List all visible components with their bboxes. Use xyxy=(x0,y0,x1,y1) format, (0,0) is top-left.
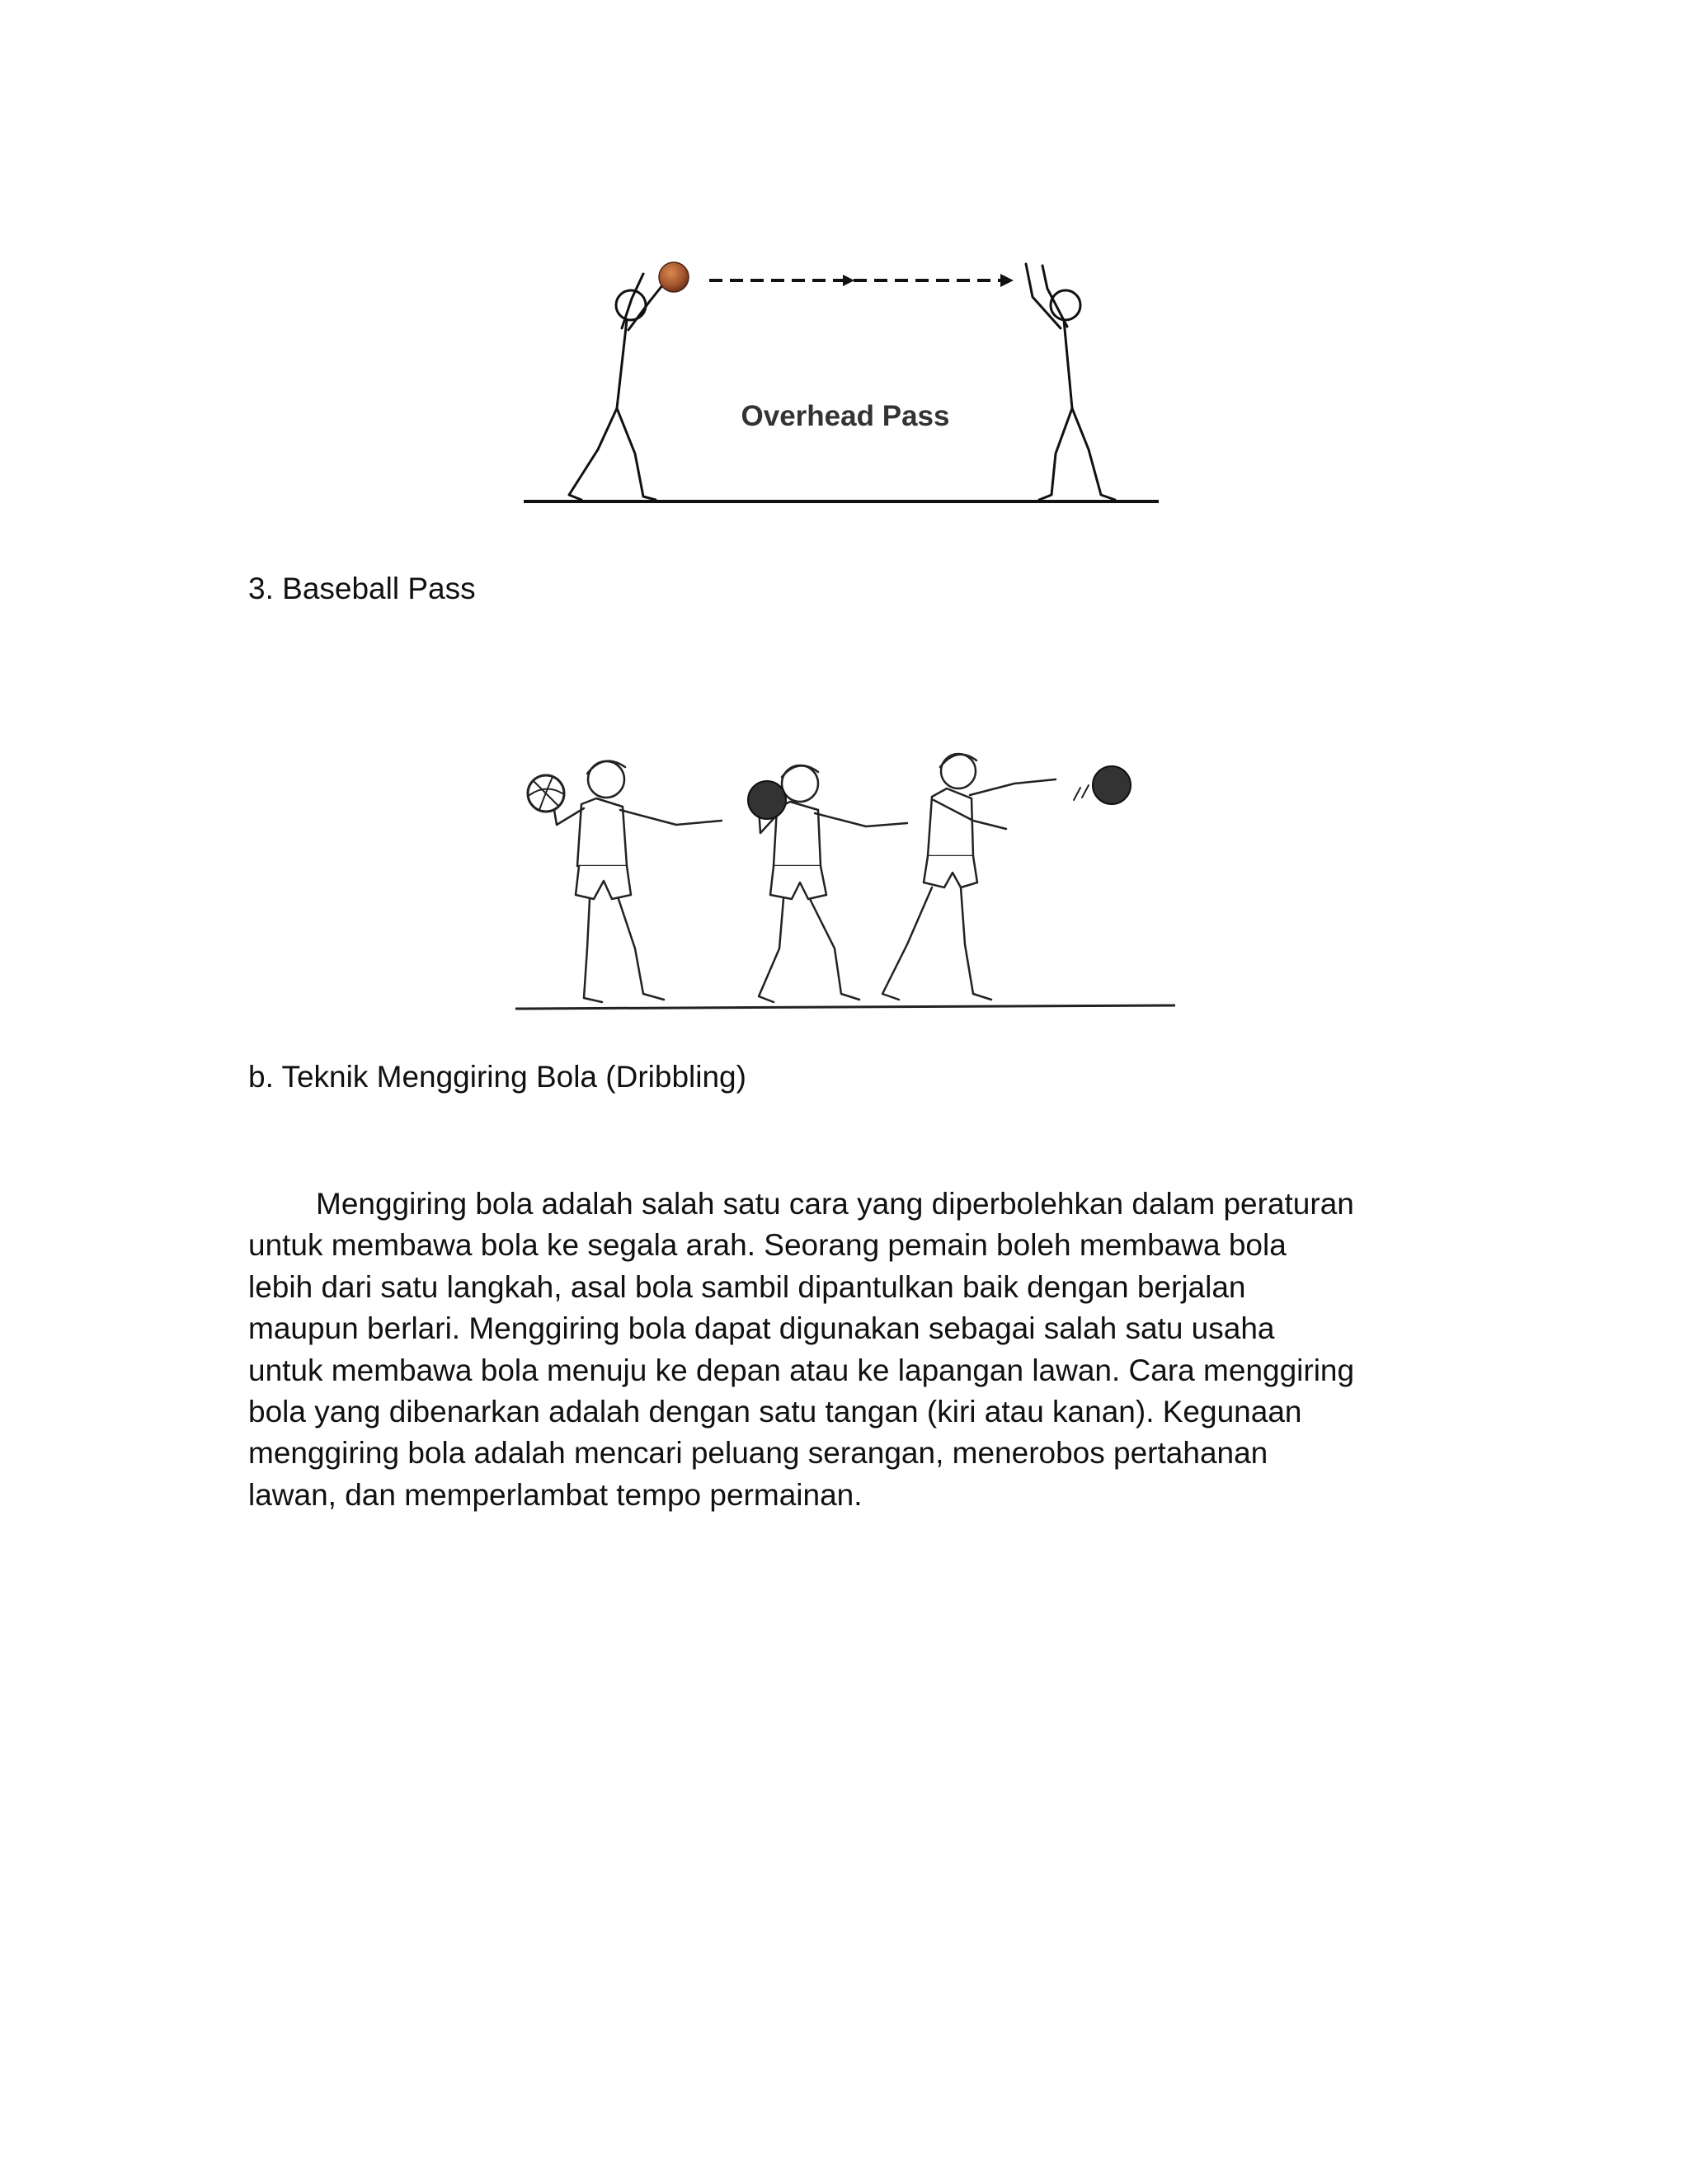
overhead-pass-label: Overhead Pass xyxy=(741,400,950,432)
section-heading-baseball-pass: 3. Baseball Pass xyxy=(248,572,476,605)
passer-figure xyxy=(569,274,666,500)
paragraph-line: lawan, dan memperlambat tempo permainan. xyxy=(248,1477,863,1512)
ball-icon xyxy=(659,262,689,292)
paragraph-line: maupun berlari. Menggiring bola dapat digunakan sebagai salah satu usaha xyxy=(248,1311,1275,1346)
receiver-figure xyxy=(1026,264,1115,500)
dribbling-paragraph xyxy=(248,1184,1452,1516)
paragraph-line: menggiring bola adalah mencari peluang serangan, menerobos pertahanan xyxy=(248,1436,1268,1471)
paragraph-line: lebih dari satu langkah, asal bola sambil dipantulkan baik dengan berjalan xyxy=(248,1269,1246,1304)
paragraph-line: bola yang dibenarkan adalah dengan satu tangan (kiri atau kanan). Kegunaan xyxy=(248,1395,1302,1429)
baseball-pass-figure xyxy=(511,734,1179,1031)
paragraph-line: Menggiring bola adalah salah satu cara yang diperbolehkan dalam peraturan xyxy=(316,1187,1354,1221)
motion-lines xyxy=(1074,785,1089,800)
overhead-pass-figure xyxy=(520,247,1163,507)
throw-stage-3-player xyxy=(882,754,1056,1000)
section-heading-dribbling: b. Teknik Menggiring Bola (Dribbling) xyxy=(248,1060,746,1094)
ball-icon xyxy=(1093,766,1131,804)
paragraph-line: untuk membawa bola menuju ke depan atau ke lapangan lawan. Cara menggiring xyxy=(248,1353,1355,1387)
arrow-end-head-icon xyxy=(1000,274,1014,287)
ground-line xyxy=(515,1005,1175,1009)
ball-icon xyxy=(748,781,786,819)
arrow-mid-head-icon xyxy=(843,275,854,286)
paragraph-line: untuk membawa bola ke segala arah. Seorang pemain boleh membawa bola xyxy=(248,1228,1287,1263)
throw-stage-1-player xyxy=(553,761,722,1002)
